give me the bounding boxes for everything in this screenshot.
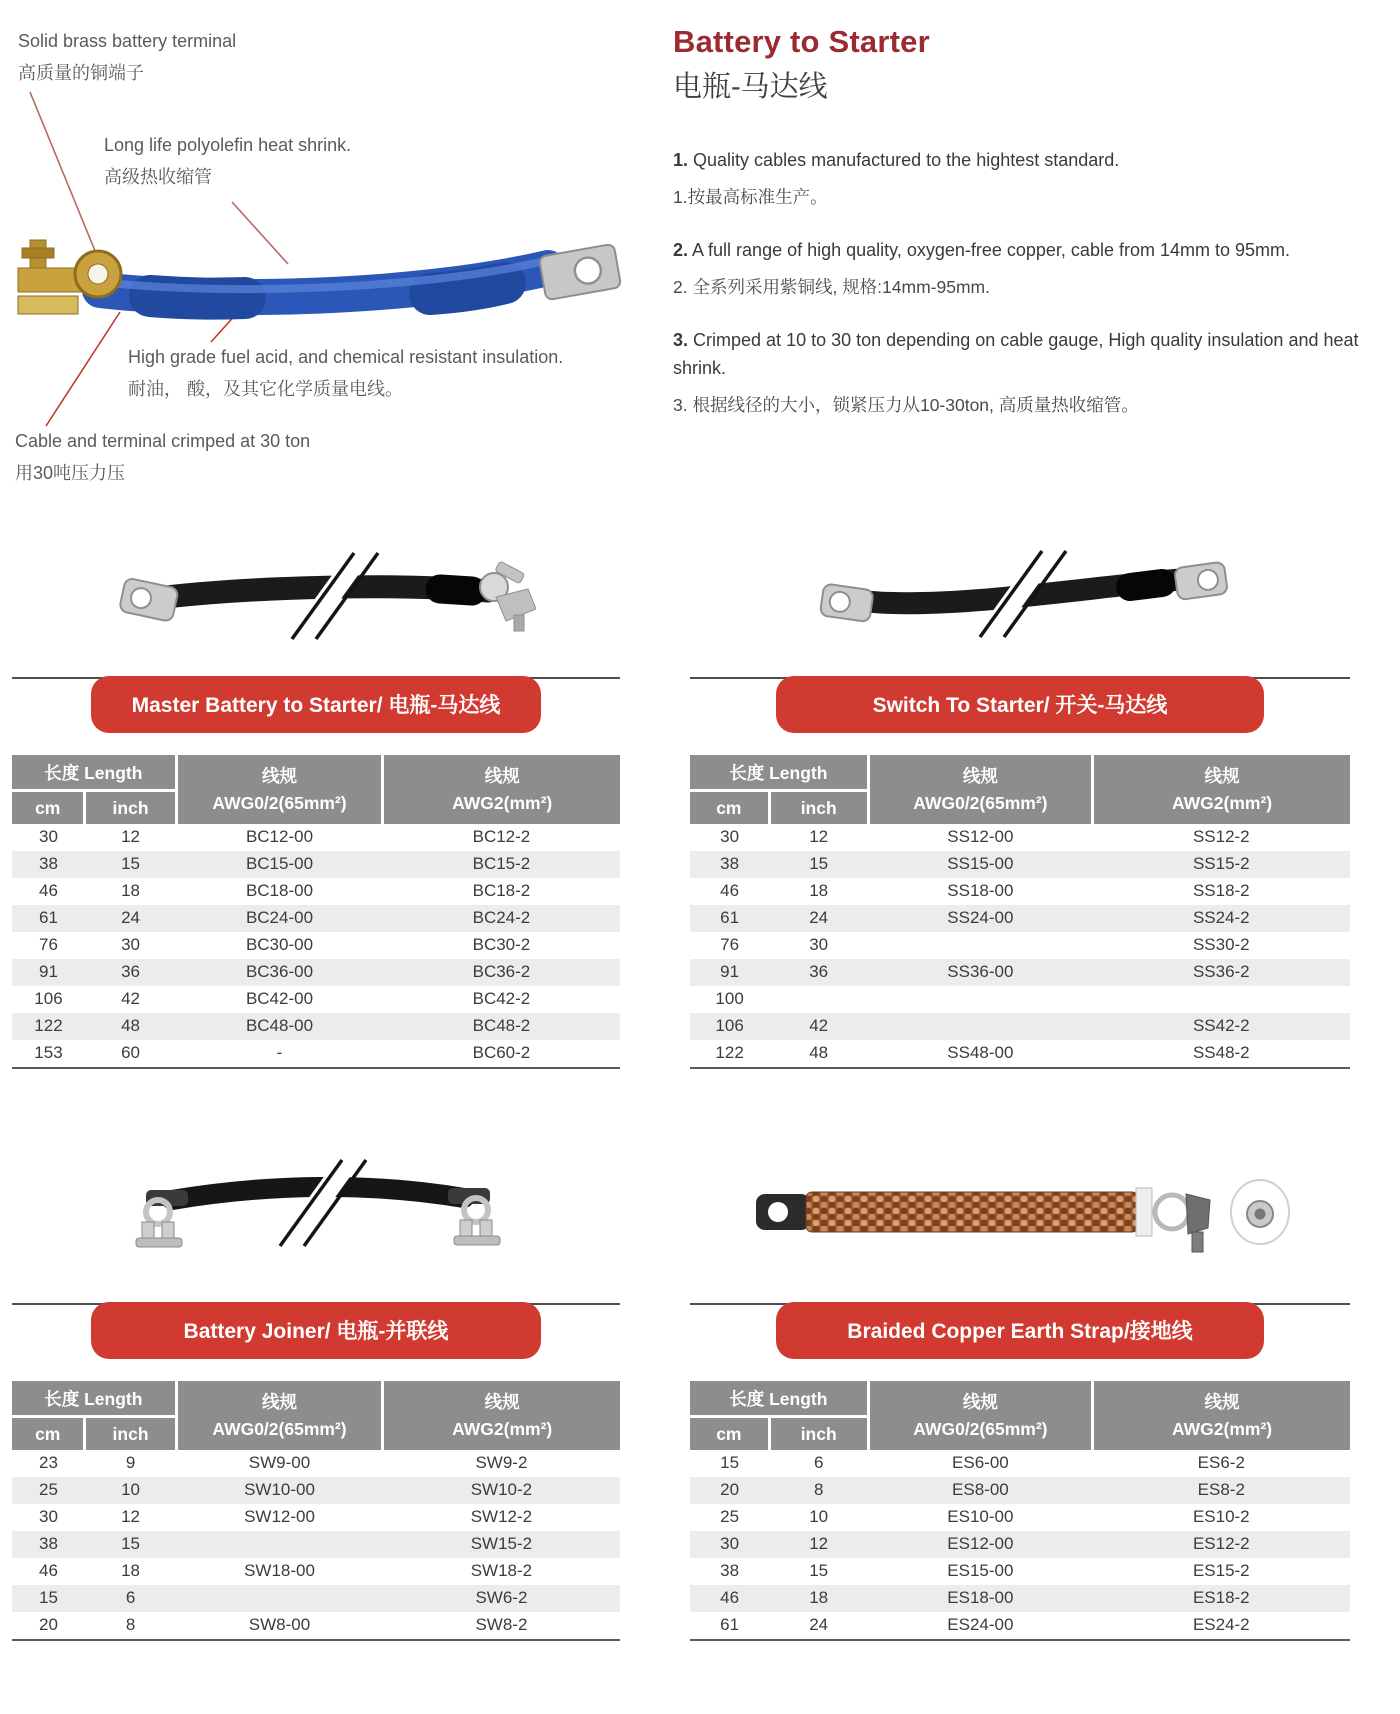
feature-point [673, 147, 1363, 209]
table-cell: 12 [769, 1531, 868, 1558]
table-cell [1093, 986, 1350, 1013]
table-cell: 12 [121, 827, 140, 846]
table-cell: 76 [720, 935, 740, 954]
table-cell: ES12-00 [868, 1531, 1092, 1558]
table-cell: 15 [85, 1531, 176, 1558]
table-cell: 12 [121, 1507, 140, 1526]
table-cell: ES24-00 [947, 1615, 1014, 1634]
section-banner: Battery Joiner/ 电瓶-并联线 [91, 1302, 541, 1359]
spec-table [12, 1381, 620, 1641]
annotation-text-zh: 用30吨压力压 [15, 463, 126, 484]
table-cell: 61 [720, 1615, 740, 1634]
table-cell: SS48-2 [1192, 1043, 1250, 1062]
strap-lug-icon [756, 1194, 810, 1230]
table-row [690, 1013, 1350, 1040]
section-head [12, 677, 620, 733]
gauge1-header: 线规 AWG0/2(65mm²) [868, 1381, 1092, 1450]
table-cell: SW6-2 [383, 1585, 620, 1612]
table-cell: 91 [12, 959, 85, 986]
gauge2-header: 线规 AWG2(mm²) [1093, 1381, 1350, 1450]
table-cell: BC15-00 [176, 851, 383, 878]
table-cell: BC12-2 [472, 827, 531, 846]
table-cell: 36 [85, 959, 176, 986]
table-cell: 122 [715, 1043, 744, 1062]
table-cell: 46 [39, 1561, 58, 1580]
table-cell [769, 986, 868, 1013]
table-row [12, 824, 620, 851]
clamp-terminal-icon [1155, 1194, 1210, 1252]
spec-table [12, 755, 620, 1069]
table-cell [176, 1585, 383, 1612]
point-number: 2. [673, 239, 689, 260]
table-cell: BC42-00 [245, 989, 314, 1008]
table-cell: 9 [125, 1453, 136, 1472]
table-row [690, 1612, 1350, 1640]
table-row [690, 1558, 1350, 1585]
annotation-text: Solid brass battery terminal [18, 31, 237, 51]
table-cell: 18 [809, 881, 829, 900]
clamp-terminal-icon [480, 561, 536, 631]
table-cell: BC24-00 [176, 905, 383, 932]
table-cell: BC48-00 [176, 1013, 383, 1040]
washer-ring-icon [1231, 1180, 1289, 1244]
table-cell: BC60-2 [472, 1043, 531, 1062]
table-cell: 48 [85, 1013, 176, 1040]
table-cell: BC30-00 [245, 935, 314, 954]
table-cell: ES24-2 [1192, 1615, 1250, 1634]
table-cell: 100 [715, 989, 744, 1008]
section-banner: Braided Copper Earth Strap/接地线 [776, 1302, 1264, 1359]
cm-header: cm [690, 791, 769, 825]
table-cell: 122 [12, 1013, 85, 1040]
table-row [690, 932, 1350, 959]
table-row [12, 932, 620, 959]
switch-cable-photo-wrap [690, 519, 1350, 669]
table-cell: 24 [809, 1615, 829, 1634]
earth-strap-photo [740, 1154, 1300, 1274]
table-cell: ES6-00 [952, 1453, 1009, 1472]
table-cell: 6 [813, 1453, 824, 1472]
section-braided-copper-earth-strap [690, 1133, 1350, 1641]
length-header: 长度 Length [690, 755, 868, 791]
table-row [690, 959, 1350, 986]
table-row [12, 1040, 620, 1068]
table-cell: BC24-2 [383, 905, 620, 932]
table-row [690, 905, 1350, 932]
master-cable-photo [96, 539, 536, 649]
table-cell: 106 [690, 1013, 769, 1040]
table-cell: 30 [121, 935, 140, 954]
joiner-cable-photo [96, 1154, 536, 1274]
table-cell: SS36-2 [1093, 959, 1350, 986]
table-cell: 18 [121, 881, 140, 900]
table-row [690, 1040, 1350, 1068]
table-cell: SS12-2 [1192, 827, 1250, 846]
table-cell: 15 [769, 851, 868, 878]
table-cell: 38 [12, 851, 85, 878]
page-title-zh: 电瓶-马达线 [673, 71, 828, 103]
table-cell: 10 [85, 1477, 176, 1504]
point-text: Crimped at 10 to 30 ton depending on cable gauge, High quality insulation and heat shrink. [673, 329, 1359, 378]
master-cable-photo-wrap [12, 519, 620, 669]
gauge2-header: 线规 AWG2(mm²) [1093, 755, 1350, 824]
point-text: Quality cables manufactured to the hightest standard. [693, 150, 1120, 170]
table-cell: 25 [12, 1477, 85, 1504]
table-cell: ES10-00 [947, 1507, 1014, 1526]
table-cell: 106 [34, 989, 63, 1008]
table-cell: 20 [690, 1477, 769, 1504]
table-cell: BC12-00 [245, 827, 314, 846]
table-row [12, 1585, 620, 1612]
table-cell: SS42-2 [1093, 1013, 1350, 1040]
table-cell: 30 [690, 1531, 769, 1558]
spec-table [690, 755, 1350, 1069]
table-cell: 12 [809, 827, 829, 846]
table-cell: 38 [12, 1531, 85, 1558]
table-row [690, 878, 1350, 905]
section-head [690, 677, 1350, 733]
inch-header: inch [769, 1417, 868, 1451]
table-row [690, 1477, 1350, 1504]
table-cell: BC36-00 [176, 959, 383, 986]
inch-header: inch [769, 791, 868, 825]
length-header: 长度 Length [12, 755, 176, 791]
table-cell: SS36-00 [868, 959, 1092, 986]
table-cell [868, 1013, 1092, 1040]
table-body [12, 1450, 620, 1640]
table-cell: SW18-2 [470, 1561, 533, 1580]
table-cell: SS24-2 [1093, 905, 1350, 932]
product-sections [0, 519, 1400, 1641]
table-cell: 15 [720, 1453, 740, 1472]
table-cell: SS30-2 [1192, 935, 1250, 954]
table-row [690, 1450, 1350, 1477]
table-cell: 20 [39, 1615, 58, 1634]
gauge2-header: 线规 AWG2(mm²) [383, 1381, 620, 1450]
length-header: 长度 Length [12, 1381, 176, 1417]
section-banner: Switch To Starter/ 开关-马达线 [776, 676, 1264, 733]
table-row [690, 1531, 1350, 1558]
earth-strap-photo-wrap [690, 1133, 1350, 1295]
point-text-zh: 3. 根据线径的大小，锁紧压力从10-30ton, 高质量热收缩管。 [673, 394, 1139, 415]
table-cell: 46 [690, 1585, 769, 1612]
annotation-insulation [128, 344, 563, 402]
table-cell: ES8-00 [868, 1477, 1092, 1504]
table-row [12, 1504, 620, 1531]
table-cell: BC42-2 [472, 989, 531, 1008]
table-cell: ES18-00 [868, 1585, 1092, 1612]
table-cell: 15 [809, 1561, 829, 1580]
section-head [690, 1303, 1350, 1359]
point-number: 1. [673, 150, 689, 170]
table-row [12, 851, 620, 878]
table-row [12, 905, 620, 932]
table-cell: 36 [769, 959, 868, 986]
point-text: A full range of high quality, oxygen-free copper, cable from 14mm to 95mm. [692, 239, 1291, 260]
table-cell: SS24-00 [868, 905, 1092, 932]
annotation-text: Cable and terminal crimped at 30 ton [15, 431, 311, 451]
section-switch-to-starter [690, 519, 1350, 1069]
table-cell: 10 [809, 1507, 829, 1526]
table-cell: 48 [809, 1043, 829, 1062]
inch-header: inch [85, 791, 176, 825]
table-cell: SW10-2 [383, 1477, 620, 1504]
cm-header: cm [690, 1417, 769, 1451]
hero-product-figure [0, 0, 655, 505]
feature-point [673, 237, 1363, 299]
table-cell: 30 [39, 827, 58, 846]
table-cell: SW12-00 [244, 1507, 315, 1526]
table-cell: SW8-2 [475, 1615, 528, 1634]
table-cell [868, 986, 1092, 1013]
table-cell: ES18-2 [1093, 1585, 1350, 1612]
table-cell: SW9-2 [475, 1453, 528, 1472]
table-cell: BC36-2 [383, 959, 620, 986]
length-header: 长度 Length [690, 1381, 868, 1417]
table-cell: SW10-00 [176, 1477, 383, 1504]
table-cell: 8 [769, 1477, 868, 1504]
annotation-heat-shrink [104, 132, 351, 190]
gauge1-header: 线规 AWG0/2(65mm²) [868, 755, 1092, 824]
table-row [12, 1477, 620, 1504]
table-body [690, 824, 1350, 1068]
spec-table [690, 1381, 1350, 1641]
annotation-text: High grade fuel acid, and chemical resistant insulation. [128, 347, 564, 367]
table-cell: 38 [720, 1561, 740, 1580]
table-row [12, 878, 620, 905]
table-cell: 6 [85, 1585, 176, 1612]
table-cell: SW15-2 [383, 1531, 620, 1558]
inch-header: inch [85, 1417, 176, 1451]
section-master-battery-to-starter [12, 519, 620, 1069]
annotation-text: Long life polyolefin heat shrink. [104, 135, 352, 155]
table-cell: SW18-00 [244, 1561, 315, 1580]
table-cell: 30 [809, 935, 829, 954]
table-cell: BC48-2 [383, 1013, 620, 1040]
table-cell: 8 [125, 1615, 136, 1634]
table-cell: ES12-2 [1093, 1531, 1350, 1558]
table-body [690, 1450, 1350, 1640]
table-row [690, 1504, 1350, 1531]
table-cell: BC18-00 [245, 881, 314, 900]
table-cell: SS12-00 [947, 827, 1014, 846]
table-cell: SS18-2 [1192, 881, 1250, 900]
table-cell: SS48-00 [947, 1043, 1014, 1062]
table-cell [868, 932, 1092, 959]
table-cell: 30 [720, 827, 740, 846]
table-cell: 61 [12, 905, 85, 932]
table-cell: BC18-2 [472, 881, 531, 900]
table-cell: BC15-2 [383, 851, 620, 878]
top-row [0, 0, 1400, 505]
section-banner: Master Battery to Starter/ 电瓶-马达线 [91, 676, 541, 733]
table-cell: 46 [720, 881, 740, 900]
table-cell: SW8-00 [248, 1615, 311, 1634]
table-header [12, 755, 620, 824]
table-row [12, 1558, 620, 1585]
table-cell: 15 [85, 851, 176, 878]
annotation-brass-terminal [18, 28, 236, 86]
feature-list [673, 147, 1363, 417]
switch-cable-photo [800, 539, 1240, 649]
table-cell: BC30-2 [472, 935, 531, 954]
section-head [12, 1303, 620, 1359]
table-row [12, 1013, 620, 1040]
table-cell: SS18-00 [947, 881, 1014, 900]
table-cell: 23 [39, 1453, 58, 1472]
gauge1-header: 线规 AWG0/2(65mm²) [176, 1381, 383, 1450]
feature-point [673, 327, 1363, 417]
table-row [12, 1612, 620, 1640]
table-cell: ES15-2 [1192, 1561, 1250, 1580]
table-row [12, 986, 620, 1013]
table-header [690, 1381, 1350, 1450]
table-row [12, 959, 620, 986]
table-cell: 42 [769, 1013, 868, 1040]
joiner-cable-photo-wrap [12, 1133, 620, 1295]
intro-block [673, 0, 1363, 505]
table-cell: 42 [121, 989, 140, 1008]
table-cell: 91 [690, 959, 769, 986]
table-cell: 24 [85, 905, 176, 932]
table-row [12, 1531, 620, 1558]
clamp-terminal-icon [448, 1188, 500, 1245]
table-cell: 46 [39, 881, 58, 900]
gauge1-header: 线规 AWG0/2(65mm²) [176, 755, 383, 824]
table-cell: SS15-00 [868, 851, 1092, 878]
table-cell: 38 [690, 851, 769, 878]
table-cell: 30 [39, 1507, 58, 1526]
table-cell [176, 1531, 383, 1558]
table-cell: 76 [39, 935, 58, 954]
table-cell: 18 [769, 1585, 868, 1612]
annotation-text-zh: 高级热收缩管 [104, 167, 212, 188]
clamp-terminal-icon [136, 1190, 188, 1247]
gauge2-header: 线规 AWG2(mm²) [383, 755, 620, 824]
table-cell: ES10-2 [1192, 1507, 1250, 1526]
section-battery-joiner [12, 1133, 620, 1641]
cm-header: cm [12, 791, 85, 825]
point-number: 3. [673, 329, 689, 350]
table-cell: ES8-2 [1093, 1477, 1350, 1504]
table-row [690, 824, 1350, 851]
table-cell: - [276, 1043, 283, 1062]
annotation-text-zh: 耐油， 酸，及其它化学质量电线。 [128, 379, 403, 400]
table-cell: 24 [769, 905, 868, 932]
point-text-zh: 2. 全系列采用紫铜线, 规格:14mm-95mm. [673, 276, 990, 297]
table-cell: SW9-00 [248, 1453, 311, 1472]
page-title: Battery to Starter [673, 24, 930, 59]
table-cell: 15 [12, 1585, 85, 1612]
table-cell: 61 [690, 905, 769, 932]
table-header [12, 1381, 620, 1450]
table-cell: ES15-00 [947, 1561, 1014, 1580]
table-cell: 25 [720, 1507, 740, 1526]
table-row [690, 1585, 1350, 1612]
annotation-crimped [15, 428, 310, 486]
table-cell: 153 [34, 1043, 63, 1062]
table-row [690, 851, 1350, 878]
table-row [690, 986, 1350, 1013]
table-body [12, 824, 620, 1068]
table-cell: ES6-2 [1197, 1453, 1245, 1472]
table-cell: 18 [121, 1561, 140, 1580]
cm-header: cm [12, 1417, 85, 1451]
table-header [690, 755, 1350, 824]
table-row [12, 1450, 620, 1477]
table-cell: 60 [121, 1043, 140, 1062]
point-text-zh: 1.按最高标准生产。 [673, 186, 828, 207]
table-cell: SW12-2 [470, 1507, 533, 1526]
table-cell: SS15-2 [1093, 851, 1350, 878]
annotation-text-zh: 高质量的铜端子 [18, 63, 144, 84]
